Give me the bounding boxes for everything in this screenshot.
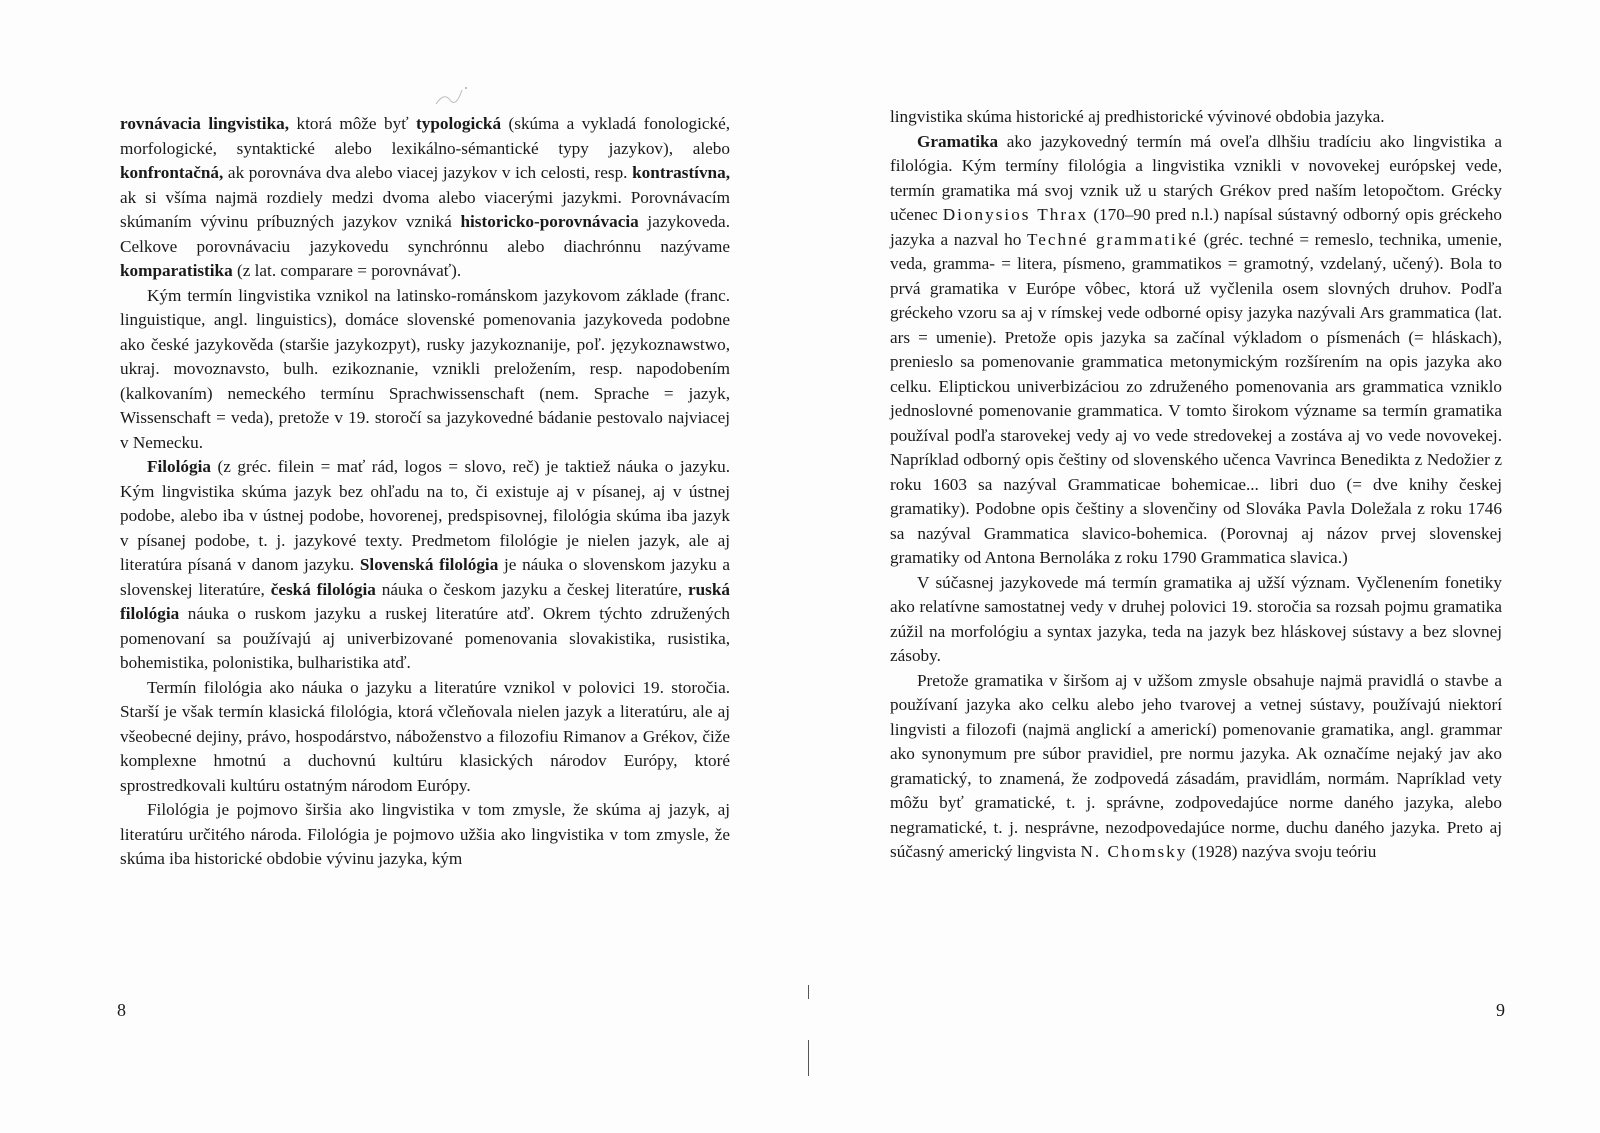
text-run: (170–90 pred n.l.) napísal sústavný odborný opis gréckeho jazyka a nazval ho bbox=[890, 205, 1502, 249]
bold-term: komparatistika bbox=[120, 261, 233, 280]
bold-term: rovnávacia lingvistika, bbox=[120, 114, 290, 133]
text-run: je náuka o slovenskom jazyku a slovenskej literatúre, bbox=[120, 555, 731, 599]
text-run: ak porovnáva dva alebo viacej jazykov v ich celosti, resp. bbox=[223, 163, 633, 182]
paragraph bbox=[890, 669, 1502, 865]
page-number-left: 8 bbox=[117, 1000, 126, 1020]
text-run: (z lat. comparare = porovnávať). bbox=[232, 261, 462, 280]
text-run: jazykoveda. Celkove porovnávaciu jazykovedu synchrónnu alebo diachrónnu nazývame bbox=[120, 212, 730, 256]
spaced-name: Techné grammatiké bbox=[1026, 229, 1199, 249]
text-run: náuka o českom jazyku a českej literatúre, bbox=[375, 579, 688, 599]
text-run: (1928) nazýva svoju teóriu bbox=[1187, 842, 1377, 861]
text-run: Filológia je pojmovo širšia ako lingvistika v tom zmysle, že skúma aj jazyk, aj literatúru určitého národa. Filológia je pojmovo užšia ako lingvistika v tom zmysle, že skúma iba historické obdobie vývinu jazyka, kým bbox=[120, 800, 730, 868]
text-run: ktorá môže byť bbox=[289, 114, 417, 133]
text-run: (skúma a vykladá fonologické, morfologické, syntaktické alebo lexikálno-sémantické typy jazykov), alebo bbox=[120, 114, 730, 158]
bold-term: kontrastívna, bbox=[632, 163, 730, 182]
bold-term: česká filológia bbox=[270, 579, 376, 599]
text-run: V súčasnej jazykovede má termín gramatika aj užší význam. Vyčlenením fonetiky ako relatívne samostatnej vedy v druhej polovici 19. storočia sa rozsah pojmu gramatika zúžil na morfológiu a syntax jazyka, teda na jazyk bez hláskovej sústavy a bez slovnej zásoby. bbox=[890, 572, 1502, 665]
text-run: Pretože gramatika v širšom aj v užšom zmysle obsahuje najmä pravidlá o stavbe a používaní jazyka ako celku alebo jeho tvarovej a vetnej sústavy, používajú niektorí lingvisti a filozofi (najmä anglickí a americkí) pomenovanie gramatika, angl. grammar ako synonymum pre súbor pravidiel, pre normu jazyka. Ak označíme nejaký jav ako gramatický, to znamená, že zodpovedá zásadám, pravidlám, normám. Napríklad vety môžu byť gramatické, t. j. správne, zodpovedajúce norme daného jazyka, alebo negramatické, t. j. nesprávne, nezodpovedajúce norme, duchu daného jazyka. Preto aj súčasný americký lingvista bbox=[890, 670, 1502, 861]
text-run: (gréc. techné = remeslo, technika, umenie, veda, gramma- = litera, písmeno, grammatikos = gramotný, vzdelaný, učený). Bola to prvá gramatika v Európe vôbec, ktorá už vyčlenila osem slovných druhov. Podľa gréckeho vzoru sa aj v rímskej vede odborné opisy jazyka nazývali Ars grammatica (lat. ars = umenie). Pretože opis jazyka sa začínal výkladom o písmenách (= hláskach), prenieslo sa pomenovanie grammatica metonymickým rozšírením na opis jazyka ako celku. Eliptickou univerbizáciou zo združeného pomenovania ars grammatica vzniklo jednoslovné pomenovanie grammatica. V tomto širokom význame sa termín gramatika používal podľa starovekej vedy aj vo vede stredovekej a zostáva aj vo vede novovekej. Napríklad odborný opis češtiny od slovenského učenca Vavrinca Benedikta z Nedožier z roku 1603 sa nazýval Grammaticae bohemicae... libri duo (= dve knihy českej gramatiky). Podobne opis češtiny a slovenčiny od Slováka Pavla Doležala z roku 1746 sa nazýval Grammatica slavico-bohemica. (Porovnaj aj názov prvej slovenskej gramatiky od Antona Bernoláka z roku 1790 Grammatica slavica.) bbox=[890, 229, 1502, 567]
page-number-right: 9 bbox=[1496, 1000, 1505, 1020]
paragraph bbox=[890, 105, 1502, 130]
spaced-name: N. Chomsky bbox=[1080, 842, 1188, 861]
bold-term: Gramatika bbox=[917, 131, 999, 151]
paragraph bbox=[120, 112, 730, 284]
text-run: (z gréc. filein = mať rád, logos = slovo, reč) je taktiež náuka o jazyku. Kým lingvistika skúma jazyk bez ohľadu na to, či existuje aj v písanej, aj v ústnej podobe, alebo iba v ústnej podobe, hovorenej, predspisovnej, filológia skúma iba jazyk v písanej podobe, t. j. jazykové texty. Predmetom filológie je nielen jazyk, ale aj literatúra písaná v danom jazyku. bbox=[120, 457, 730, 574]
paragraph bbox=[120, 284, 730, 456]
bold-term: Filológia bbox=[147, 457, 211, 476]
paragraph bbox=[120, 798, 730, 872]
text-run: Termín filológia ako náuka o jazyku a literatúre vznikol v polovici 19. storočia. Starší je však termín klasická filológia, ktorá včleňovala nielen jazyk a literatúru, ale aj všeobecné dejiny, právo, hospodárstvo, náboženstvo a filozofiu Rimanov a Grékov, čiže komplexne hmotnú a duchovnú kultúru klasických národov Európy, ktoré sprostredkovali kultúru ostatným národom Európy. bbox=[120, 677, 730, 795]
spaced-name: Dionysios Thrax bbox=[942, 205, 1089, 224]
bold-term: historicko-porovnávacia bbox=[460, 212, 639, 231]
paragraph bbox=[890, 571, 1502, 669]
text-run: lingvistika skúma historické aj predhistorické vývinové obdobia jazyka. bbox=[890, 107, 1385, 126]
paragraph bbox=[120, 676, 730, 799]
bold-term: ruská filológia bbox=[120, 579, 730, 623]
bold-term: typologická bbox=[416, 114, 502, 133]
paragraph bbox=[890, 130, 1502, 571]
left-page-text bbox=[120, 112, 730, 872]
text-run: náuka o ruskom jazyku a ruskej literatúre atď. Okrem týchto združených pomenovaní sa používajú aj univerbizované pomenovania slovakistika, rusistika, bohemistika, polonistika, bulharistika atď. bbox=[120, 604, 730, 672]
text-run: Kým termín lingvistika vznikol na latinsko-románskom jazykovom základe (franc. linguistique, angl. linguistics), domáce slovenské pomenovania jazykoveda podobne ako české jazykověda (staršie jazykozpyt), rusky jazykoznanije, poľ. językoznawstwo, ukraj. movoznavsto, bulh. ezikoznanie, vznikli preložením, resp. napodobením (kalkovaním) nemeckého termínu Sprachwissenschaft (nem. Sprache = jazyk, Wissenschaft = veda), pretože v 19. storočí sa jazykovedné bádanie pestovalo najviacej v Nemecku. bbox=[120, 285, 730, 452]
bold-term: konfrontačná, bbox=[120, 163, 224, 182]
text-run: ak si všíma najmä rozdiely medzi dvoma alebo viacerými jazykmi. Porovnávacím skúmaním vývinu príbuzných jazykov vzniká bbox=[120, 187, 730, 231]
text-run: ako jazykovedný termín má oveľa dlhšiu tradíciu ako lingvistika a filológia. Kým termíny filológia a lingvistika vznikli v novovekej európskej vede, termín gramatika má svoj vznik už u starých Grékov pred naším letopočtom. Grécky učenec bbox=[890, 131, 1502, 224]
bold-term: Slovenská filológia bbox=[359, 555, 499, 574]
right-page bbox=[800, 0, 1600, 1133]
right-page-text bbox=[890, 105, 1502, 865]
paragraph bbox=[120, 455, 730, 676]
